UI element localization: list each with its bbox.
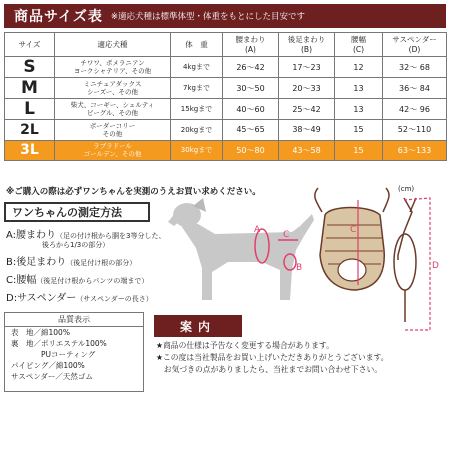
guide-title: 案内 <box>154 315 242 337</box>
hind-leg-cell: 17〜23 <box>279 57 335 78</box>
size-cell: M <box>5 78 55 99</box>
suspender-cell: 42〜 96 <box>383 99 447 120</box>
dog-silhouette-icon <box>168 198 314 300</box>
measure-item-c: C:腰幅（後足付け根からパンツの端まで） <box>6 275 149 286</box>
size-cell: L <box>5 99 55 120</box>
suspender-cell: 63〜133 <box>383 140 447 161</box>
waist-cell: 30〜50 <box>223 78 279 99</box>
quality-row: 裏 地／ポリエステル100% <box>11 339 107 348</box>
size-cell: 3L <box>5 140 55 161</box>
waist-cell: 26〜42 <box>223 57 279 78</box>
label-c: C <box>283 230 290 240</box>
header-hind-leg: 後足まわり (B) <box>279 33 335 57</box>
guide-line: ★商品の仕様は予告なく変更する場合があります。 <box>156 341 334 350</box>
hip-width-cell: 13 <box>335 78 383 99</box>
quality-label-box <box>4 312 144 392</box>
suspender-cell: 32〜 68 <box>383 57 447 78</box>
guide-line: お気づきの点がありましたら、当社までお問い合わせ下さい。 <box>156 365 383 374</box>
weight-cell: 4kgまで <box>171 57 223 78</box>
header-breed: 適応犬種 <box>55 33 171 57</box>
label-a: A <box>254 225 261 235</box>
guide-line: ★この度は当社製品をお買い上げいただきありがとうございます。 <box>156 353 389 362</box>
hind-leg-cell: 25〜42 <box>279 99 335 120</box>
hind-leg-cell: 20〜33 <box>279 78 335 99</box>
hip-width-cell: 15 <box>335 140 383 161</box>
label-b: B <box>296 263 303 273</box>
weight-cell: 15kgまで <box>171 99 223 120</box>
suspender-cell: 52〜110 <box>383 120 447 141</box>
weight-cell: 7kgまで <box>171 78 223 99</box>
quality-row: サスペンダー／天然ゴム <box>11 372 93 381</box>
quality-row: パイピング／綿100% <box>11 361 85 370</box>
dog-pants-product <box>315 188 389 290</box>
measure-item-b: B:後足まわり（後足付け根の部分） <box>6 257 137 268</box>
label-d: D <box>432 261 439 271</box>
hind-leg-cell: 38〜49 <box>279 120 335 141</box>
breed-cell: ミニチュアダックス シーズー、その他 <box>55 78 171 99</box>
size-chart-title: 商品サイズ表 <box>14 9 103 25</box>
waist-cell: 50〜80 <box>223 140 279 161</box>
breed-cell: ラブラドール ゴールデン、その他 <box>55 140 171 161</box>
size-cell: 2L <box>5 120 55 141</box>
unit-label: (cm) <box>398 185 415 193</box>
quality-label-title: 品質表示 <box>5 313 143 327</box>
weight-cell: 20kgまで <box>171 120 223 141</box>
breed-cell: チワワ、ポメラニアン ヨークシャテリア、その他 <box>55 57 171 78</box>
measure-item-a: A:腰まわり（足の付け根から胴を3等分した、 後ろから1/3の部分） <box>6 230 166 249</box>
hip-width-cell: 15 <box>335 120 383 141</box>
quality-row: 表 地／綿100% <box>11 328 70 337</box>
svg-text:C: C <box>350 225 357 235</box>
header-suspender: サスペンダー (D) <box>383 33 447 57</box>
guide-text <box>156 340 446 376</box>
weight-cell: 30kgまで <box>171 140 223 161</box>
hip-width-cell: 13 <box>335 99 383 120</box>
hip-width-cell: 12 <box>335 57 383 78</box>
breed-cell: ボーダーコリー その他 <box>55 120 171 141</box>
waist-cell: 40〜60 <box>223 99 279 120</box>
header-hip-width: 腰幅 (C) <box>335 33 383 57</box>
measure-item-d: D:サスペンダー（サスペンダーの長さ） <box>6 293 153 304</box>
quality-row: PUコーティング <box>11 350 96 359</box>
header-size: サイズ <box>5 33 55 57</box>
hind-leg-cell: 43〜58 <box>279 140 335 161</box>
waist-cell: 45〜65 <box>223 120 279 141</box>
header-waist: 腰まわり (A) <box>223 33 279 57</box>
purchase-note: ※ご購入の際は必ずワンちゃんを実測のうえお買い求めください。 <box>6 187 261 197</box>
measure-title: ワンちゃんの測定方法 <box>4 202 150 222</box>
suspender-product <box>394 198 439 330</box>
suspender-cell: 36〜 84 <box>383 78 447 99</box>
header-weight: 体 重 <box>171 33 223 57</box>
breed-cell: 柴犬、コーギー、シェルティ ビーグル、その他 <box>55 99 171 120</box>
size-cell: S <box>5 57 55 78</box>
size-chart-note: ※適応犬種は標準体型・体重をもとにした目安です <box>110 12 306 22</box>
